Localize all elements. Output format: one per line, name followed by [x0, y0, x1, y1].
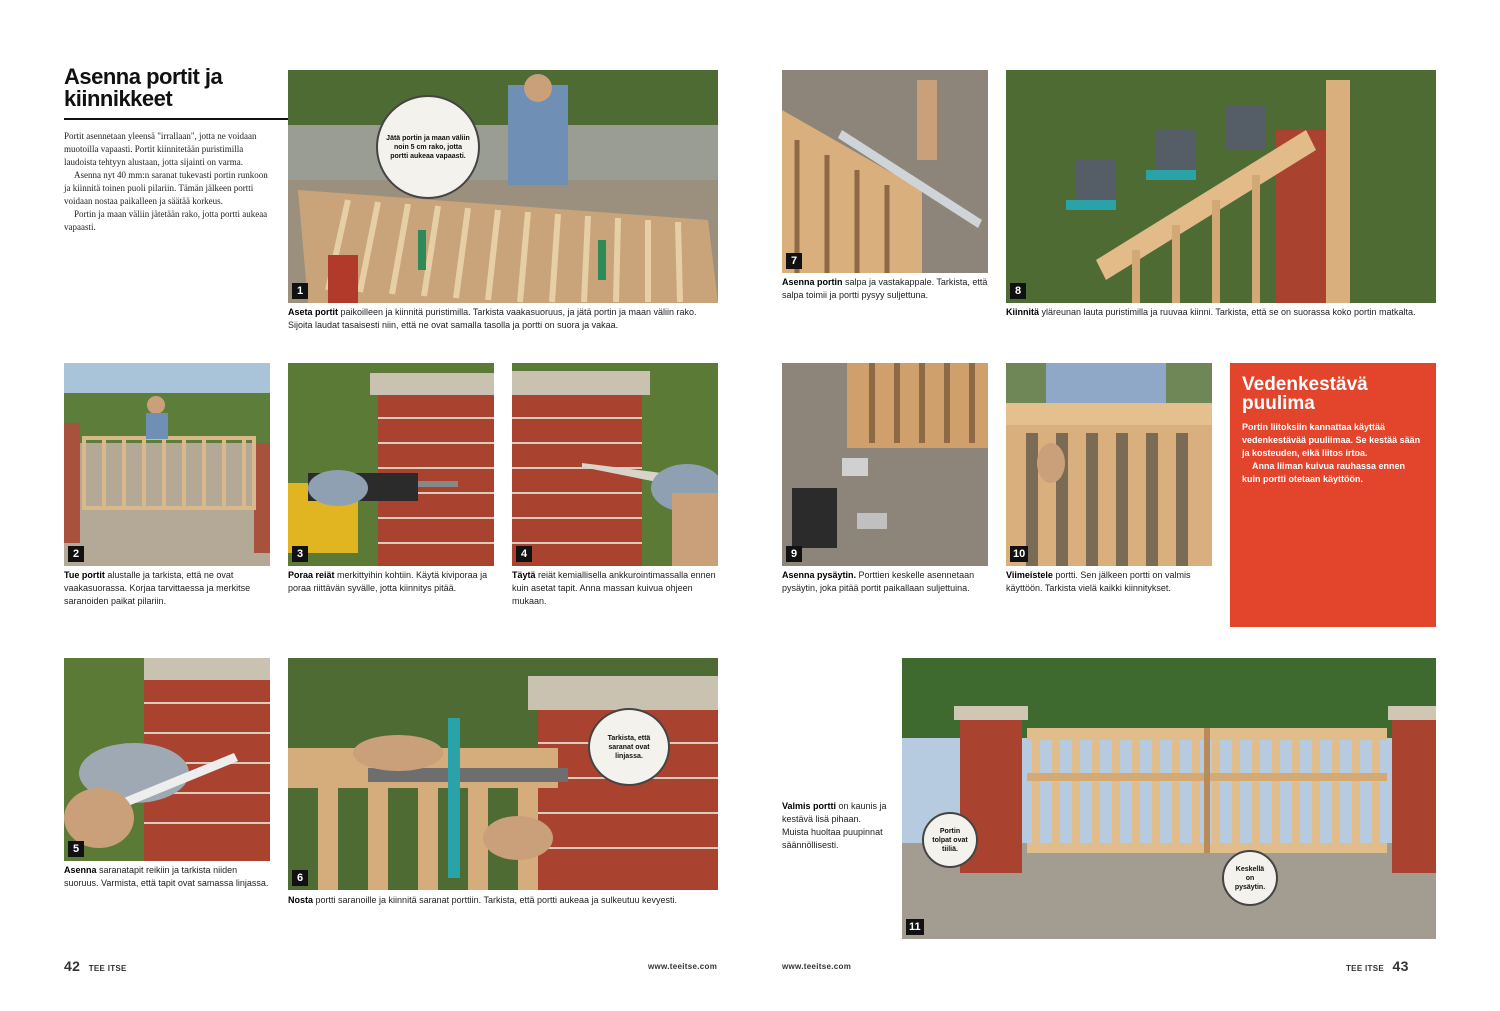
- magazine-name: TEE ITSE: [88, 964, 127, 973]
- caption-step-8: [1006, 306, 1436, 352]
- step-number: 3: [292, 546, 308, 562]
- photo-step-2: [64, 363, 270, 566]
- caption-body: reiät kemiallisella ankkurointimassalla ennen kuin asetat tapit. Anna massan kuivua ohjeen mukaan.: [512, 570, 716, 606]
- step-number: 4: [516, 546, 532, 562]
- caption-step-3: [288, 569, 494, 641]
- magazine-name: TEE ITSE: [1346, 964, 1384, 973]
- caption-step-4: [512, 569, 718, 641]
- tip-bubble: Keskellä on pysäytin.: [1222, 850, 1278, 906]
- caption-lead: Asenna pysäytin.: [782, 570, 857, 580]
- photo-step-5: [64, 658, 270, 861]
- step-number: 11: [906, 919, 924, 935]
- caption-body: alustalle ja tarkista, että ne ovat vaakasuorassa. Korjaa tarvittaessa ja merkitse saranoiden paikat pilariin.: [64, 570, 251, 606]
- title-divider: [64, 118, 288, 120]
- caption-lead: Täytä: [512, 570, 536, 580]
- page-number: 42: [64, 958, 81, 974]
- tip-bubble: Portin tolpat ovat tiiliä.: [922, 812, 978, 868]
- step-number: 6: [292, 870, 308, 886]
- photo-step-11: [902, 658, 1436, 939]
- caption-step-7: [782, 276, 988, 348]
- photo-step-7: [782, 70, 988, 273]
- intro-paragraph: Portit asennetaan yleensä "irrallaan", jotta ne voidaan muotoilla vapaasti. Portit kiinnitetään puristimilla laudoista tehtyyn alustaan, jotta sijainti on varma.: [64, 131, 257, 167]
- caption-lead: Poraa reiät: [288, 570, 335, 580]
- left-folio: [64, 958, 127, 974]
- sidebar-paragraph: Anna liiman kuivua rauhassa ennen kuin portti otetaan käyttöön.: [1242, 461, 1406, 484]
- caption-lead: Kiinnitä: [1006, 307, 1039, 317]
- caption-lead: Nosta: [288, 895, 314, 905]
- caption-body: Porttien keskelle asennetaan pysäytin, joka pitää portit paikallaan suljettuina.: [782, 570, 975, 593]
- right-folio: [1346, 958, 1409, 974]
- step-number: 2: [68, 546, 84, 562]
- caption-body: merkittyihin kohtiin. Käytä kiviporaa ja poraa riittävän syvälle, jotta kiinnitys pitää.: [288, 570, 488, 593]
- caption-body: saranatapit reikiin ja tarkista niiden suoruus. Varmista, että tapit ovat samassa linjassa.: [64, 865, 269, 888]
- step-number: 8: [1010, 283, 1026, 299]
- caption-lead: Tue portit: [64, 570, 105, 580]
- caption-lead: Viimeistele: [1006, 570, 1053, 580]
- caption-body: portti saranoille ja kiinnitä saranat porttiin. Tarkista, että portti aukeaa ja sulkeutuu kevyesti.: [313, 895, 678, 905]
- step-number: 1: [292, 283, 308, 299]
- intro-paragraph: Portin ja maan väliin jätetään rako, jotta portti aukeaa vapaasti.: [64, 209, 268, 232]
- tip-sidebar: [1230, 363, 1436, 627]
- left-folio-url: www.teeitse.com: [648, 962, 718, 971]
- tip-bubble: Tarkista, että saranat ovat linjassa.: [588, 708, 670, 786]
- caption-lead: Aseta portit: [288, 307, 339, 317]
- caption-step-11: [782, 800, 888, 938]
- caption-lead: Asenna: [64, 865, 97, 875]
- page-number: 43: [1392, 958, 1409, 974]
- caption-step-10: [1006, 569, 1212, 641]
- intro-text: [64, 130, 276, 234]
- step-number: 10: [1010, 546, 1028, 562]
- photo-step-4: [512, 363, 718, 566]
- caption-body: salpa ja vastakappale. Tarkista, että salpa toimii ja portti pysyy suljettuna.: [782, 277, 988, 300]
- caption-body: on kaunis ja kestävä lisä pihaan. Muista huoltaa puupinnat säännöllisesti.: [782, 801, 887, 850]
- photo-step-3: [288, 363, 494, 566]
- photo-step-10: [1006, 363, 1212, 566]
- caption-body: portti. Sen jälkeen portti on valmis käyttöön. Tarkista vielä kaikki kiinnitykset.: [1006, 570, 1191, 593]
- photo-step-9: [782, 363, 988, 566]
- page-title: Asenna portit ja kiinnikkeet: [64, 64, 223, 111]
- right-folio-url: www.teeitse.com: [782, 962, 852, 971]
- photo-step-1: [288, 70, 718, 303]
- photo-step-8: [1006, 70, 1436, 303]
- caption-step-2: [64, 569, 270, 641]
- caption-body: paikoilleen ja kiinnitä puristimilla. Tarkista vaakasuoruus, ja jätä portin ja maan väliin rako. Sijoita laudat tasaisesti niin, että ne ovat samalla tasolla ja portti on suora ja vakaa.: [288, 307, 697, 330]
- step-number: 7: [786, 253, 802, 269]
- intro-paragraph: Asenna nyt 40 mm:n saranat tukevasti portin runkoon ja kiinnitä toinen puoli pilariin. Tämän jälkeen portti voidaan nostaa paikalleen ja säätää korkeus.: [64, 170, 268, 206]
- step-number: 5: [68, 841, 84, 857]
- caption-step-6: [288, 894, 718, 938]
- caption-step-5: [64, 864, 270, 940]
- sidebar-title: Vedenkestävä puulima: [1242, 374, 1368, 414]
- caption-step-9: [782, 569, 988, 641]
- tip-bubble: Jätä portin ja maan väliin noin 5 cm rako, jotta portti aukeaa vapaasti.: [376, 95, 480, 199]
- step-number: 9: [786, 546, 802, 562]
- caption-lead: Valmis portti: [782, 801, 837, 811]
- caption-lead: Asenna portin: [782, 277, 843, 287]
- caption-body: yläreunan lauta puristimilla ja ruuvaa kiinni. Tarkista, että se on suorassa koko portin matkalta.: [1039, 307, 1416, 317]
- caption-step-1: [288, 306, 718, 352]
- sidebar-paragraph: Portin liitoksiin kannattaa käyttää vedenkestävää puuliimaa. Se kestää sään ja kosteuden, eikä liitos irtoa.: [1242, 422, 1421, 458]
